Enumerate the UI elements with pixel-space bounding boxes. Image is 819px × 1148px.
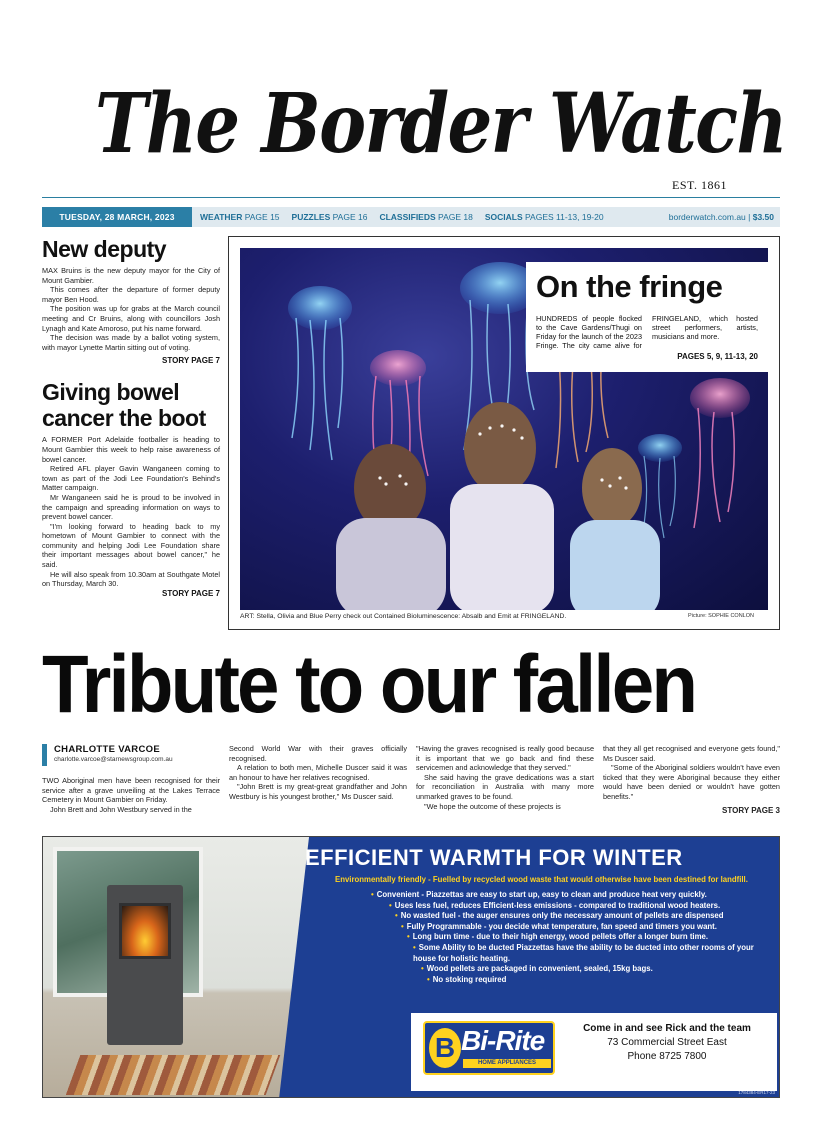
contact-address: 73 Commercial Street East: [607, 1037, 727, 1048]
ad-code: 1784384-ER17-23: [738, 1090, 775, 1095]
brand-name: Bi-Rite: [461, 1025, 545, 1056]
photo-credit: Picture: SOPHIE CONLON: [687, 613, 754, 619]
masthead-rule: [42, 197, 780, 198]
site-url[interactable]: borderwatch.com.au: [668, 212, 746, 222]
ad-bullet: • Wood pellets are packaged in convenient, sealed, 15kg bags.: [421, 964, 653, 974]
story2-paragraph: He will also speak from 10.30am at Southgate Motel on Thursday, March 30.: [42, 569, 220, 589]
ad-bullet: • No wasted fuel - the auger ensures only the necessary amount of pellets are dispensed: [395, 911, 724, 921]
lead-paragraph: "Having the graves recognised is really good because it is important that we go back and find these servicemen and acknowledge that they served.": [416, 744, 594, 773]
byline-name: CHARLOTTE VARCOE: [54, 744, 160, 755]
story1-paragraph: This comes after the departure of former deputy mayor Ben Hood.: [42, 285, 220, 304]
left-column: [42, 236, 220, 598]
lead-paragraph: John Brett and John Westbury served in the: [50, 804, 192, 814]
advertisement[interactable]: [42, 836, 780, 1098]
contact-line-1: Come in and see Rick and the team: [583, 1023, 751, 1034]
ad-contact: [567, 1023, 767, 1062]
lead-headline[interactable]: Tribute to our fallen: [42, 639, 696, 730]
fringe-teaser: HUNDREDS of people flocked to the Cave Gardens/Thugi on Friday for the launch of the 2023 Fringe. The city came alive for FRINGELAND, which hosted street performers, artists, musicians and more.: [536, 314, 758, 350]
story1-paragraph: The decision was made by a ballot voting system, with mayor Lynette Martin sitting out of voting.: [42, 333, 220, 352]
story1-paragraph: The position was up for grabs at the March council meeting and Cr Bruins, along with councillors Josh Lynagh and Kate Amoroso, put his name forward.: [42, 304, 220, 333]
story2-more-link[interactable]: STORY PAGE 7: [162, 588, 220, 598]
nav-classifieds[interactable]: CLASSIFIEDS PAGE 18: [379, 212, 473, 222]
ad-bullet: • Fully Programmable - you decide what temperature, fan speed and timers you want.: [401, 921, 717, 931]
byline-email[interactable]: charlotte.varcoe@starnewsgroup.com.au: [54, 756, 173, 763]
nav-socials[interactable]: SOCIALS PAGES 11-13, 19-20: [484, 212, 604, 222]
ad-bullet: • Convenient - Piazzettas are easy to start up, easy to clean and produce heat very quickly.: [371, 890, 707, 899]
fringe-headline[interactable]: On the fringe: [536, 269, 723, 304]
masthead-title: The Border Watch: [95, 76, 786, 172]
lead-column-4: [603, 744, 780, 815]
lead-more-link[interactable]: STORY PAGE 3: [722, 805, 780, 815]
ad-bullet: • Uses less fuel, reduces Efficient-less emissions - compared to traditional wood heaters.: [389, 900, 721, 910]
brand-tagline: HOME APPLIANCES: [463, 1059, 551, 1068]
lead-column-3: [416, 744, 594, 811]
story2-paragraph: Mr Wanganeen said he is proud to be involved in the campaign and spreading information on ways to prevent bowel cancer.: [42, 492, 220, 522]
contact-phone[interactable]: Phone 8725 7800: [627, 1051, 707, 1062]
lead-paragraph: A relation to both men, Michelle Duscer said it was an honour to have her relatives recognised.: [229, 763, 407, 782]
ad-room-photo: [43, 837, 308, 1097]
cover-price: $3.50: [752, 212, 774, 222]
ad-footer: [411, 1013, 777, 1091]
pellet-stove-image: [107, 885, 183, 1045]
ad-title: EFFICIENT WARMTH FOR WINTER: [305, 845, 683, 870]
section-nav-bar: [42, 207, 780, 227]
ad-content: [305, 845, 775, 985]
section-index: [200, 207, 604, 227]
lead-paragraph: "Some of the Aboriginal soldiers wouldn't have even ticked that they were Aboriginal because they either would have been denied or wouldn't have gotten benefits.": [603, 763, 780, 801]
ad-bullet-list: [305, 890, 775, 985]
story1-paragraph: MAX Bruins is the new deputy mayor for the City of Mount Gambier.: [42, 266, 220, 285]
ad-bullet: • Some Ability to be ducted Piazzettas have the ability to be ducted into other rooms of your house for holistic heating.: [413, 942, 754, 963]
lead-paragraph: TWO Aboriginal men have been recognised for their service after a grave unveiling at the Lakes Terrace Cemetery in Mount Gambier on Friday.: [42, 776, 220, 805]
ad-bullet: • Long burn time - due to their high energy, wood pellets offer a longer burn time.: [407, 932, 709, 942]
lead-column-2: [229, 744, 407, 802]
lead-paragraph: She said having the grave dedications was a start for reconciliation in Australia with many more unmarked graves to be found.: [416, 772, 594, 801]
lead-column-1: [42, 776, 220, 814]
issue-date: TUESDAY, 28 MARCH, 2023: [42, 207, 192, 227]
ad-subtitle: Environmentally friendly - Fuelled by recycled wood waste that would otherwise have been destined for landfill.: [335, 875, 748, 884]
story1-headline[interactable]: New deputy: [42, 236, 167, 262]
ad-rug: [66, 1055, 281, 1095]
nav-puzzles[interactable]: PUZZLES PAGE 16: [291, 212, 368, 222]
story1-body: [42, 266, 220, 352]
lead-paragraph: Second World War with their graves officially recognised.: [229, 744, 407, 763]
photo-caption: [240, 613, 768, 620]
byline: [42, 744, 222, 763]
lead-paragraph: "John Brett is my great-great grandfather and John Westbury is his youngest brother," Ms Duscer said.: [229, 782, 407, 801]
established-year: EST. 1861: [672, 178, 727, 192]
bi-rite-logo: [423, 1021, 555, 1075]
lead-paragraph: "We hope the outcome of these projects is: [424, 801, 561, 811]
site-and-price: borderwatch.com.au | $3.50: [668, 212, 774, 222]
bi-rite-b-icon: B: [429, 1028, 461, 1068]
story2-paragraph: "I'm looking forward to heading back to my hometown of Mount Gambier to connect with the community and helping Jodi Lee Foundation share their important messages about bowel cancer," he said.: [42, 521, 220, 570]
fringe-pages-link[interactable]: PAGES 5, 9, 11-13, 20: [677, 352, 758, 361]
lead-paragraph: that they all get recognised and everyone gets found," Ms Duscer said.: [603, 744, 780, 763]
nav-weather[interactable]: WEATHER PAGE 15: [200, 212, 280, 222]
story1-more-link[interactable]: STORY PAGE 7: [162, 356, 220, 366]
ad-bullet: • No stoking required: [427, 974, 507, 984]
fringe-feature-box: [526, 262, 768, 372]
story2-headline[interactable]: Giving bowel cancer the boot: [42, 379, 206, 432]
story2-body: [42, 435, 220, 589]
story2-paragraph: A FORMER Port Adelaide footballer is heading to Mount Gambier this week to help raise awareness of bowel cancer.: [42, 435, 220, 464]
caption-text: ART: Stella, Olivia and Blue Perry check out Contained Bioluminescence: Absalb and Emit at FRINGELAND.: [240, 613, 567, 620]
stove-fire-window: [119, 903, 171, 959]
story2-paragraph: Retired AFL player Gavin Wanganeen coming to town as part of the Jodi Lee Foundation's Behind's Matter campaign.: [42, 464, 220, 493]
